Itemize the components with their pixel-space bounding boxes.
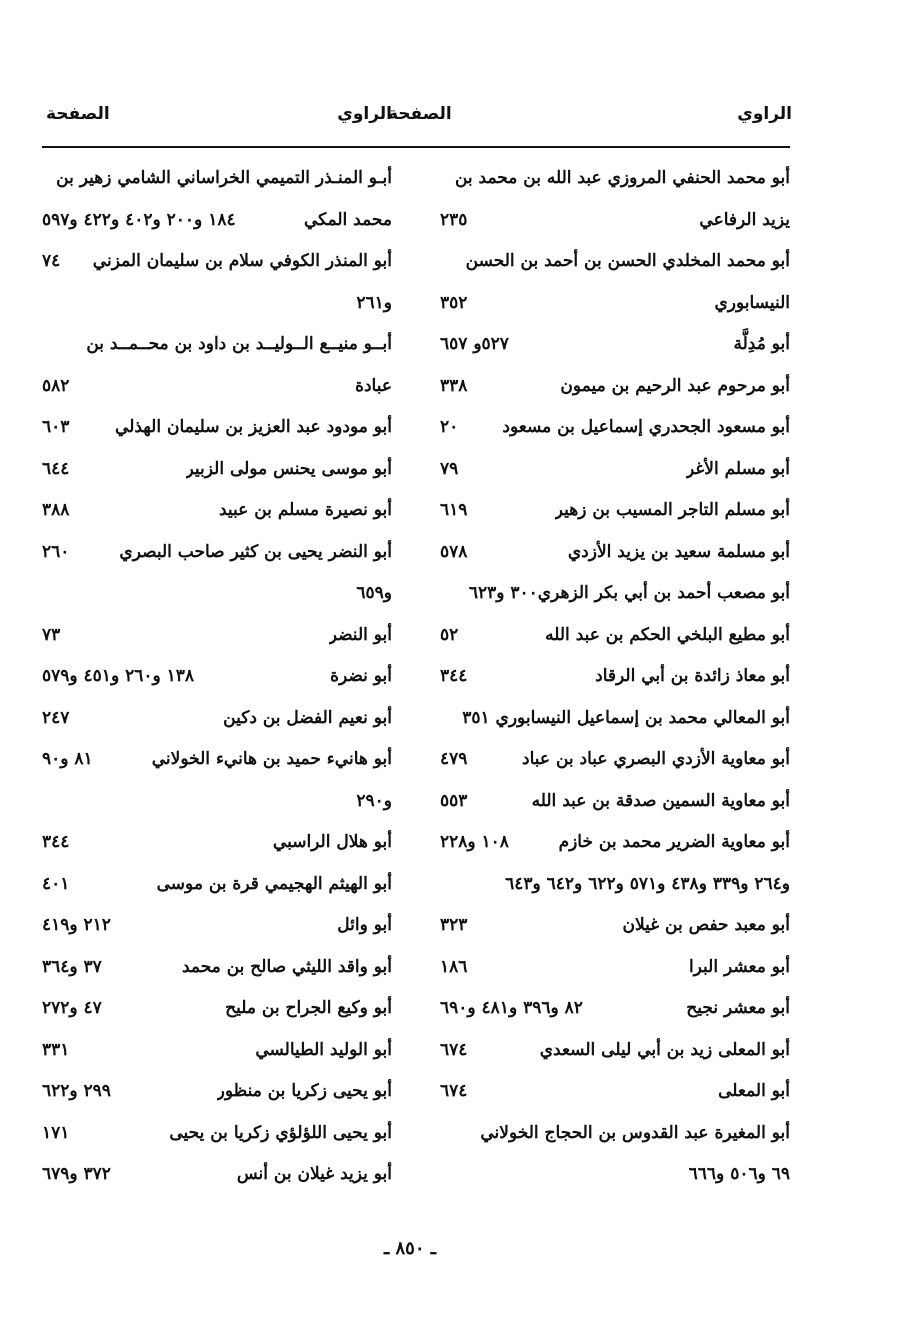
page-reference: ٣٧٢ و٦٧٩ bbox=[42, 1164, 111, 1184]
page-reference: ٥٨٢ bbox=[42, 375, 70, 396]
page-reference: ١٣٨ و٢٦٠ و٤٥١ و٥٧٩ bbox=[42, 666, 195, 686]
header-page-left: الصفحة bbox=[46, 104, 110, 124]
index-entry bbox=[42, 698, 392, 740]
page-reference: ٦٤٤ bbox=[42, 458, 70, 479]
narrator-name: أبو محمد المخلدي الحسن بن أحمد بن الحسن bbox=[465, 251, 790, 271]
index-entry bbox=[42, 781, 392, 823]
index-entry bbox=[42, 490, 392, 532]
narrator-name: أبو المعالي محمد بن إسماعيل النيسابوري ٣٥١ bbox=[462, 707, 790, 728]
narrator-name: أبو نعيم الفضل بن دكين bbox=[223, 707, 392, 728]
index-entry bbox=[42, 283, 392, 325]
page-reference: ١٧١ bbox=[42, 1122, 70, 1143]
index-entry bbox=[440, 490, 790, 532]
page-reference: ٦٧٤ bbox=[440, 1039, 468, 1060]
index-entry bbox=[440, 158, 790, 200]
page-reference: ٣٨٨ bbox=[42, 500, 70, 520]
page-reference: ١٠٨ و٢٢٨ bbox=[440, 832, 509, 852]
narrator-name: أبو النضر يحيى بن كثير صاحب البصري bbox=[119, 541, 392, 562]
page-reference: ٦٧٤ bbox=[440, 1081, 468, 1101]
narrator-name: أبو المعلى bbox=[718, 1081, 790, 1101]
index-entry bbox=[440, 781, 790, 823]
narrator-name: أبو معاوية السمين صدقة بن عبد الله bbox=[531, 790, 790, 811]
index-entry bbox=[440, 1071, 790, 1113]
page-reference: ٧٣ bbox=[42, 624, 61, 645]
narrator-name: أبو موسى يحنس مولى الزبير bbox=[185, 458, 392, 479]
index-entry bbox=[440, 241, 790, 283]
index-entry bbox=[42, 864, 392, 906]
index-entry bbox=[440, 573, 790, 615]
narrator-name: أبو مودود عبد العزيز بن سليمان الهذلي bbox=[115, 417, 392, 437]
narrator-name: و٢٦١ bbox=[356, 292, 392, 313]
index-entry bbox=[440, 905, 790, 947]
page-reference: ٣٣١ bbox=[42, 1039, 70, 1060]
page-reference: ٣٣٨ bbox=[440, 375, 468, 396]
narrator-name: أبو نضرة bbox=[330, 666, 392, 686]
index-entry bbox=[42, 615, 392, 657]
index-entry bbox=[42, 158, 392, 200]
narrator-name: و٢٩٠ bbox=[356, 790, 392, 811]
index-entry bbox=[440, 1154, 790, 1196]
page-reference: ٥٧٨ bbox=[440, 541, 468, 562]
page-reference: ١٨٤ و٢٠٠ و٤٠٢ و٤٢٢ و٥٩٧ bbox=[42, 209, 236, 230]
page-reference: ٥٢٧و ٦٥٧ bbox=[440, 334, 509, 354]
index-entry bbox=[440, 947, 790, 989]
narrator-name: أبو معشر البرا bbox=[688, 956, 790, 977]
narrator-name: يزيد الرفاعي bbox=[699, 209, 790, 230]
index-entry bbox=[440, 988, 790, 1030]
index-entry bbox=[42, 947, 392, 989]
index-entry bbox=[42, 407, 392, 449]
page-reference: ٤٧٩ bbox=[440, 749, 468, 769]
narrator-name: أبو هانيء حميد بن هانيء الخولاني bbox=[151, 749, 392, 769]
index-entry bbox=[42, 366, 392, 408]
page-reference: ١٨٦ bbox=[440, 956, 468, 977]
narrator-name: أبو مسعود الجحدري إسماعيل بن مسعود bbox=[502, 417, 790, 437]
index-entry bbox=[440, 822, 790, 864]
narrator-name: أبو مسلم الأغر bbox=[686, 458, 790, 479]
index-entry bbox=[42, 739, 392, 781]
index-entry bbox=[440, 864, 790, 906]
page-reference: ٥٥٣ bbox=[440, 790, 468, 811]
narrator-name: أبو المغيرة عبد القدوس بن الحجاج الخولاني bbox=[480, 1122, 790, 1143]
narrator-name: أبو يحيى زكريا بن منظور bbox=[216, 1081, 392, 1101]
index-entry bbox=[440, 283, 790, 325]
narrator-name: أبو النضر bbox=[328, 624, 392, 645]
narrator-name: و٦٥٩ bbox=[356, 583, 392, 603]
narrator-name: أبو مطيع البلخي الحكم بن عبد الله bbox=[545, 624, 790, 645]
index-entry bbox=[42, 988, 392, 1030]
index-entry bbox=[440, 324, 790, 366]
page-reference: ٨٢ و٣٩٦ و٤٨١ و٦٩٠ bbox=[440, 998, 583, 1018]
index-entry bbox=[42, 1071, 392, 1113]
page-reference: ٢٤٧ bbox=[42, 707, 70, 728]
index-entry bbox=[440, 739, 790, 781]
index-entry bbox=[440, 366, 790, 408]
page-reference: ٦١٩ bbox=[440, 500, 468, 520]
narrator-name: أبو معاذ زائدة بن أبي الرقاد bbox=[595, 666, 790, 686]
page-reference: ٣٤٤ bbox=[42, 832, 70, 852]
narrator-name: أبــو منيــع الــوليــد بن داود بن محــمــد بن bbox=[86, 334, 392, 354]
narrator-name: أبو معاوية الضرير محمد بن خازم bbox=[558, 832, 790, 852]
page-reference: ٥٢ bbox=[440, 624, 459, 645]
narrator-name: ٦٩ و٥٠٦ و٦٦٦ bbox=[688, 1164, 790, 1184]
page-reference: ٣٢٣ bbox=[440, 915, 468, 935]
page-reference: ٤٠١ bbox=[42, 873, 70, 894]
index-entry bbox=[42, 1030, 392, 1072]
index-entry bbox=[440, 1113, 790, 1155]
page-reference: ٢٩٩ و٦٢٢ bbox=[42, 1081, 111, 1101]
narrator-name: أبو مصعب أحمد بن أبي بكر الزهري٣٠٠ و٦٢٣ bbox=[468, 583, 790, 603]
index-entry bbox=[42, 200, 392, 242]
index-entry bbox=[42, 324, 392, 366]
narrator-name: أبو معاوية الأزدي البصري عباد بن عباد bbox=[522, 749, 790, 769]
index-entry bbox=[42, 656, 392, 698]
right-column bbox=[440, 158, 790, 1196]
narrator-name: أبو الهيثم الهجيمي قرة بن موسى bbox=[156, 873, 392, 894]
narrator-name: أبو واقد الليثي صالح بن محمد bbox=[181, 956, 392, 977]
header-narrator-left: الراوي bbox=[337, 104, 392, 124]
narrator-name: أبو نصيرة مسلم بن عبيد bbox=[218, 500, 392, 520]
page-reference: ٨١ و٩٠ bbox=[42, 749, 93, 769]
index-entry bbox=[42, 905, 392, 947]
index-entry bbox=[440, 200, 790, 242]
narrator-name: أبو المنذر الكوفي سلام بن سليمان المزني bbox=[92, 251, 392, 271]
narrator-name: أبو يحيى اللؤلؤي زكريا بن يحيى bbox=[169, 1122, 392, 1143]
index-entry bbox=[42, 241, 392, 283]
page-reference: ٧٩ bbox=[440, 458, 459, 479]
index-entry bbox=[440, 407, 790, 449]
narrator-name: محمد المكي bbox=[303, 209, 392, 230]
narrator-name: أبو مسلمة سعيد بن يزيد الأزدي bbox=[567, 541, 790, 562]
index-entry bbox=[440, 615, 790, 657]
narrator-name: أبو محمد الحنفي المروزي عبد الله بن محمد بن bbox=[454, 168, 790, 188]
index-entry bbox=[42, 822, 392, 864]
narrator-name: أبو الوليد الطيالسي bbox=[255, 1039, 392, 1060]
narrator-name: أبـو المنـذر التميمي الخراساني الشامي زهير بن bbox=[56, 168, 392, 188]
narrator-name: أبو وكيع الجراح بن مليح bbox=[225, 998, 392, 1018]
page-reference: ٧٤ bbox=[42, 251, 61, 271]
page-reference: ٣٧ و٣٦٤ bbox=[42, 956, 102, 977]
index-entry bbox=[42, 573, 392, 615]
index-entry bbox=[440, 698, 790, 740]
index-entry bbox=[42, 449, 392, 491]
index-entry bbox=[42, 1113, 392, 1155]
page-reference: ٦٠٣ bbox=[42, 417, 70, 437]
header-page-right: الصفحة bbox=[388, 104, 452, 124]
narrator-name: أبو المعلى زيد بن أبي ليلى السعدي bbox=[539, 1039, 790, 1060]
narrator-name: أبو مسلم التاجر المسيب بن زهير bbox=[554, 500, 790, 520]
index-entry bbox=[440, 1030, 790, 1072]
page-reference: ٢٣٥ bbox=[440, 209, 468, 230]
page-reference: ٢٠ bbox=[440, 417, 459, 437]
narrator-name: أبو معشر نجيح bbox=[686, 998, 790, 1018]
index-entry bbox=[440, 656, 790, 698]
narrator-name: أبو هلال الراسبي bbox=[272, 832, 392, 852]
narrator-name: و٢٦٤ و٣٣٩ و٤٣٨ و٥٧١ و٦٢٢ و٦٤٢ و٦٤٣ bbox=[505, 873, 790, 894]
page-reference: ٢٦٠ bbox=[42, 541, 70, 562]
narrator-name: أبو يزيد غيلان بن أنس bbox=[236, 1164, 392, 1184]
page-reference: ٣٤٤ bbox=[440, 666, 468, 686]
index-entry bbox=[42, 1154, 392, 1196]
page-reference: ٢١٢ و٤١٩ bbox=[42, 915, 111, 935]
narrator-name: أبو وائل bbox=[337, 915, 392, 935]
narrator-name: أبو مُدِلَّة bbox=[733, 334, 790, 354]
page-reference: ٤٧ و٢٧٢ bbox=[42, 998, 102, 1018]
index-entry bbox=[440, 449, 790, 491]
header-narrator-right: الراوي bbox=[737, 104, 792, 124]
page-reference: ٣٥٢ bbox=[440, 292, 468, 313]
index-entry bbox=[440, 532, 790, 574]
page-number: ـ ٨٥٠ ـ bbox=[383, 1238, 437, 1259]
narrator-name: أبو معبد حفص بن غيلان bbox=[622, 915, 790, 935]
header-divider bbox=[42, 146, 790, 148]
narrator-name: عبادة bbox=[355, 375, 392, 396]
index-entry bbox=[42, 532, 392, 574]
narrator-name: أبو مرحوم عبد الرحيم بن ميمون bbox=[560, 375, 790, 396]
narrator-name: النيسابوري bbox=[714, 292, 790, 313]
left-column bbox=[42, 158, 392, 1196]
